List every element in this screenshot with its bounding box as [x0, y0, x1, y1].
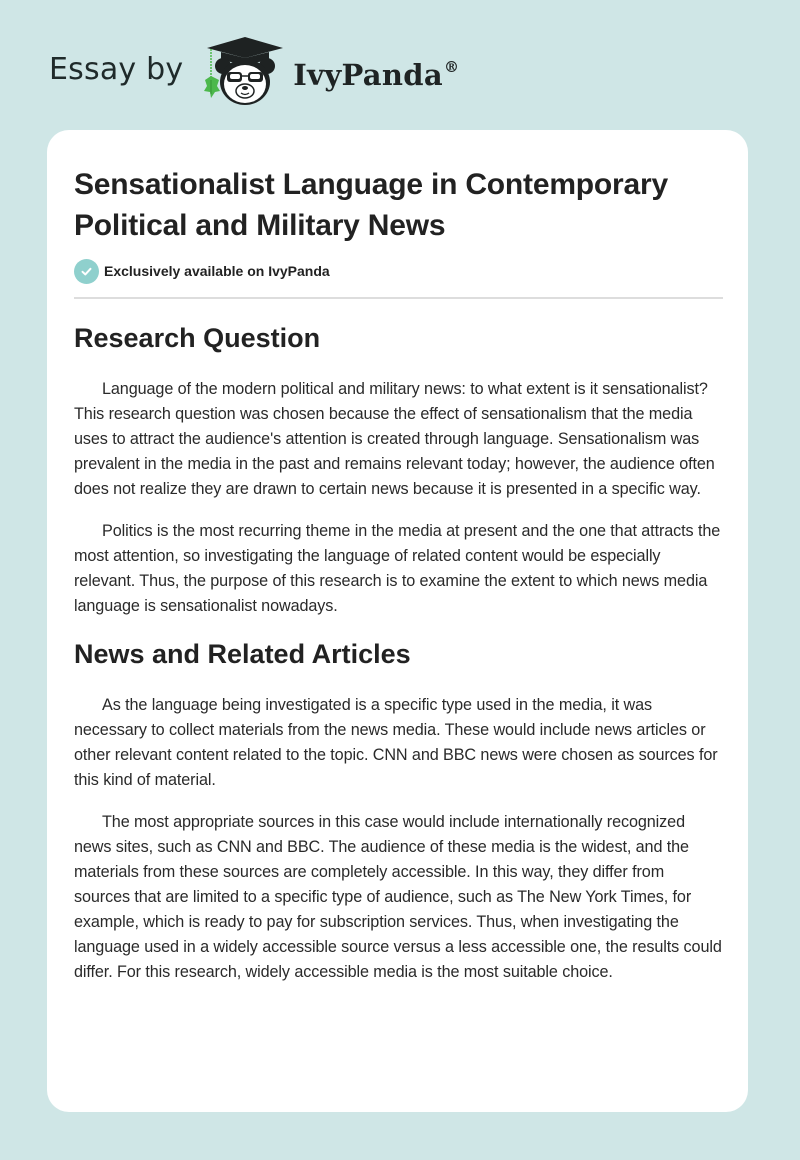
essay-card	[47, 130, 748, 1112]
paragraph: Politics is the most recurring theme in the media at present and the one that attracts the most attention, so investigating the language of related content would be especially relevant. Thus, the purpose of this research is to examine the extent to which news media language is sensationalist nowadays.	[74, 522, 721, 615]
essay-title: Sensationalist Language in Contemporary Political and Military News	[74, 168, 668, 242]
check-circle-icon	[74, 259, 99, 284]
essay-by-label: Essay by	[49, 52, 184, 87]
exclusive-badge	[74, 258, 724, 284]
registered-mark: ®	[443, 58, 460, 77]
paragraph: The most appropriate sources in this case would include internationally recognized news sites, such as CNN and BBC. The audience of these media is the widest, and the materials from these sources are completely accessible. In this way, they differ from sources that are limited to a specific type of audience, such as The New York Times, for example, which is ready to pay for subscription services. Thus, when investigating the language used in a widely accessible source versus a less accessible one, the results could differ. For this research, widely accessible media is the most suitable choice.	[74, 813, 722, 981]
site-header	[0, 0, 800, 130]
brand-name	[293, 58, 459, 92]
title-divider	[74, 297, 723, 299]
brand-logo-link[interactable]	[49, 36, 459, 108]
exclusive-badge-text: Exclusively available on IvyPanda	[104, 263, 330, 279]
panda-graduate-logo-icon	[201, 36, 287, 108]
section-heading-research-question: Research Question	[74, 323, 321, 353]
brand-name-text: IvyPanda	[293, 58, 443, 92]
paragraph: As the language being investigated is a specific type used in the media, it was necessary to collect materials from the news media. These would include news articles or other relevant content related to the topic. CNN and BBC news were chosen as sources for this kind of material.	[74, 696, 718, 789]
section-heading-news-and-related-articles: News and Related Articles	[74, 639, 411, 669]
paragraph: Language of the modern political and military news: to what extent is it sensationalist? This research question was chosen because the effect of sensationalism that the media uses to attract the audience's attention is created through language. Sensationalism was prevalent in the media in the past and remains relevant today; however, the audience often does not realize they are drawn to certain news because it is presented in a specific way.	[74, 380, 715, 498]
essay-content	[74, 164, 724, 985]
